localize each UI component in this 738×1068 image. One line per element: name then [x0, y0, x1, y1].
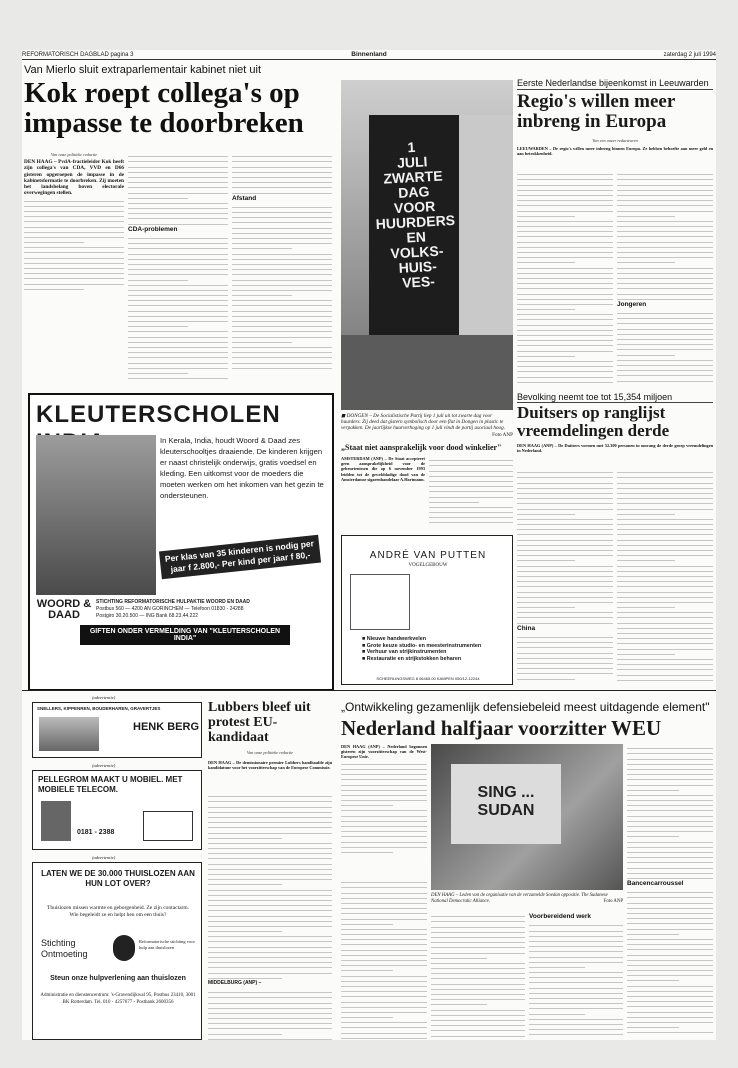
- text-line: [617, 676, 713, 681]
- children-photo: [36, 435, 156, 595]
- flat-photo: [341, 80, 513, 410]
- ad2-sub: VOGELGEBOUW: [408, 563, 448, 568]
- story6-col4: [627, 744, 713, 1040]
- ad-henk-berg: [32, 702, 202, 758]
- text-line: [341, 1034, 427, 1039]
- violin-image: [350, 574, 410, 630]
- ad3-tag: Reformatorische stichting voor hulp aan thuislozen: [139, 939, 195, 950]
- story5-sub-middelburg: MIDDELBURG (ANP) –: [208, 979, 262, 986]
- ad1-body: In Kerala, India, houdt Woord & Daad zes kleuterschooltjes draaiende. De kinderen krijgen er naast christelijk onderwijs, gratis voedsel en kleding. Een uitkomst voor de moeders die moeten werken om het inkomen van het gezin te ondersteunen.: [160, 436, 324, 500]
- story1-col2: [128, 152, 228, 390]
- sign-line: HUURDERS: [375, 211, 456, 233]
- ad2-items: [362, 636, 512, 662]
- phone-image: [41, 801, 71, 841]
- section-title: Binnenland: [351, 51, 387, 58]
- story1-sub-cda: CDA-problemen: [128, 225, 178, 233]
- henk-berg-logo: HENK BERG: [133, 721, 200, 733]
- story4-headline: Duitsers op ranglijst vreemdelingen derde: [517, 403, 670, 440]
- ad-pellegrom: [32, 770, 202, 850]
- story5-headline: Lubbers bleef uit protest EU-kandidaat: [208, 700, 311, 745]
- text-line: [429, 518, 513, 523]
- story5-byline: Van onze politieke redactie: [246, 750, 294, 755]
- ad-kleuterscholen: [28, 393, 334, 691]
- story1-col1: [24, 152, 124, 390]
- ad-label-2: (advertentie): [92, 763, 116, 768]
- ad-ontmoeting: [32, 862, 202, 1040]
- story1-headline: Kok roept collega's op impasse te doorbreken: [24, 77, 304, 139]
- text-line: [431, 1031, 525, 1036]
- story1-byline: Van onze politieke redactie: [50, 152, 98, 157]
- ad3-address: Administratie en dienstencentrum: 's-Gravendijkwal 95, Postbus 23410, 3001 BK Rotterdam. Tel. 010 - 4257677 - Postbank 2600356: [40, 993, 196, 1005]
- sudan-photo: SING ... SUDAN: [431, 744, 623, 890]
- sign-line: HUIS-: [398, 257, 438, 276]
- story2-col1: [517, 170, 613, 385]
- story3-headline: „Staat niet aansprakelijk voor dood winkelier": [341, 443, 502, 452]
- ad1-footer: GIFTEN ONDER VERMELDING VAN "KLEUTERSCHOLEN INDIA": [80, 625, 290, 645]
- ad3-body: Thuislozen missen warmte en geborgenheid. Ze zijn contactarm. Wie begeleidt ze en helpt hen om een thuis?: [46, 905, 190, 918]
- story4-lead: DEN HAAG (ANP) – De Duitsers vormen met 52.300 personen in omvang de derde groep vreemdelingen in Nederland.: [517, 443, 713, 454]
- text-line: [24, 285, 84, 290]
- sign-line: 1: [407, 138, 416, 156]
- sign-line: VOLKS-: [390, 242, 444, 262]
- ad1-address: Postbus 560 — 4200 AN GORINCHEM — Telefoon 01830 - 24288: [96, 606, 244, 612]
- story6-kicker: „Ontwikkeling gezamenlijk defensiebeleid meest uitdagende element": [341, 700, 710, 714]
- masthead: [22, 50, 716, 60]
- story1-lead: DEN HAAG – PvdA-fractieleider Kok heeft zijn collega's van CDA, VVD en D66 gisteren opgeroepen de impasse in de kabinetsformatie te doorbreken. Zij moeten het landsbelang boven electorale overwegingen stellen.: [24, 159, 124, 197]
- photo1-credit: Foto ANP: [492, 431, 513, 438]
- photo1-caption: DONGEN – De Socialistische Partij liep 1 juli uit tot zwarte dag voor huurders. Zij deed dat gistern symbolisch door een flat in Dongen in plastic te verpakken. De jaarlijkse huurverhoging op 1 juli vindt de partij asociaal hoog.: [341, 413, 506, 432]
- ad-label-1: (advertentie): [92, 695, 116, 700]
- ad1-title: KLEUTERSCHOLEN: [36, 401, 281, 428]
- photo2-caption: DEN HAAG – Leden van de organisatie van de verzamelde Soedan oppositie. The Sudanese National Democratic Alliance.: [431, 893, 608, 904]
- ontmoeting-logo: [113, 935, 135, 961]
- text-line: [208, 1035, 332, 1040]
- story1-col3: [232, 152, 332, 390]
- camera-icon: ◼: [341, 413, 346, 419]
- text-line: [517, 674, 575, 679]
- ad3-cta: Steun onze hulpverlening aan thuislozen: [50, 975, 186, 982]
- ad2-item: ■ Verhuur van strijkinstrumenten: [362, 649, 447, 656]
- ad1-foundation: STICHTING REFORMATORISCHE HULPAKTIE WOORD EN DAAD: [96, 599, 250, 605]
- text-line: [517, 618, 613, 623]
- ad1-contact: [96, 599, 326, 620]
- pellegrom-logo: [143, 811, 193, 841]
- protest-banner: [371, 138, 459, 292]
- photo2-credit: Foto ANP: [603, 898, 623, 904]
- story4-col1: [517, 468, 613, 686]
- text-line: [627, 874, 713, 879]
- story6-headline: Nederland halfjaar voorzitter WEU: [341, 716, 662, 740]
- text-line: [128, 219, 228, 224]
- ad2-footer: SCHEERLINGSWEG 8 06465.00 KAMPEN 050/12-12244: [376, 676, 480, 681]
- sign-line: VOOR: [393, 197, 436, 217]
- sign-line: ZWARTE: [383, 167, 443, 187]
- photo2-caption-block: [431, 893, 623, 905]
- text-line: [517, 378, 613, 383]
- story1-sub-afstand: Afstand: [232, 194, 257, 202]
- text-line: [208, 974, 282, 979]
- text-line: [617, 295, 713, 300]
- story4-col2: [617, 468, 713, 686]
- ad3-org: Stichting Ontmoeting: [41, 938, 88, 959]
- story2-col2: [617, 170, 713, 385]
- masthead-left: REFORMATORISCH DAGBLAD pagina 3: [22, 52, 134, 58]
- story3-lead: AMSTERDAM (ANP) – De Staat accepteert geen aansprakelijkheid voor de gebeurtenissen die op 6 november 1993 leidden tot de gewelddadige dood van de Amsterdamse sigarenhandelaar A.Hartmann.: [341, 456, 425, 482]
- story6-col1b: [341, 878, 427, 1040]
- text-line: [529, 1030, 623, 1035]
- sign-line: EN: [406, 228, 427, 246]
- story6-col3: [529, 912, 623, 1040]
- ad3-title: LATEN WE DE 30.000 THUISLOZEN AAN HUN LOT OVER?: [41, 869, 195, 888]
- story2-lead: LEEUWARDEN – De regio's willen meer inbreng binnen Europa. Ze hebben behoefte aan meer geld en aan betrokkenheid.: [517, 146, 713, 157]
- text-line: [232, 188, 332, 193]
- woord-daad-logo: WOORD & DAAD: [36, 598, 92, 621]
- story2-headline: Regio's willen meer inbreng in Europa: [517, 91, 675, 132]
- ad1-giro: Postgiro 30.20.500 — ING Bank 68.23.44.222: [96, 613, 199, 619]
- text-line: [232, 364, 332, 369]
- story4-kicker: Bevolking neemt toe tot 15,354 miljoen: [517, 392, 713, 403]
- text-line: [617, 376, 713, 381]
- text-line: [128, 374, 228, 379]
- story6-col1: [341, 744, 427, 874]
- story6-lead: DEN HAAG (ANP) – Nederland begonnen gisteren zijn voorzitterschap van de West-Europese Unie.: [341, 744, 427, 760]
- sign-line: VES-: [401, 273, 436, 291]
- ad-henk-berg-text: SNELLERS, KIPPENREN, BOUDERHAREN, GRAVERTJES: [37, 706, 161, 711]
- pellegrom-phone: 0181 - 2388: [77, 829, 115, 836]
- ad2-item: ■ Nieuwe handwerkvelen: [362, 636, 427, 642]
- story5-lead: DEN HAAG – De demissionaire premier Lubbers handhaafde zijn kandidatuur voor het voorzitterschap van de Europese Commissie.: [208, 760, 332, 771]
- text-line: [341, 848, 393, 853]
- story1-kicker: Van Mierlo sluit extraparlementair kabinet niet uit: [24, 64, 262, 76]
- ad1-price-banner: Per klas van 35 kinderen is nodig per jaar f 2.800,- Per kind per jaar f 80,-: [159, 535, 321, 580]
- tractor-image: [39, 717, 99, 751]
- photo1-caption-block: [341, 413, 513, 438]
- story6-col2: [431, 912, 525, 1040]
- ad-pellegrom-text: PELLEGROM MAAKT U MOBIEL. MET MOBIELE TELECOM.: [38, 775, 183, 794]
- newspaper-page: [22, 50, 716, 1040]
- ad-label-3: (advertentie): [92, 855, 116, 860]
- ad-andre-van-putten: [341, 535, 513, 685]
- text-line: [627, 1028, 713, 1033]
- story2-byline: Van een onzer redacteuren: [592, 138, 638, 143]
- story2-sub-jongeren: Jongeren: [617, 300, 647, 308]
- story6-sub-voorbereidend: Voorbereidend werk: [529, 913, 592, 920]
- story2-kicker: Eerste Nederlandse bijeenkomst in Leeuwarden: [517, 78, 713, 90]
- ad2-brand: ANDRÉ VAN PUTTEN: [369, 550, 487, 561]
- story3-col2: [429, 456, 513, 526]
- sign-line: DAG: [397, 183, 430, 201]
- sign-line: JULI: [396, 153, 428, 171]
- story5-col: [208, 792, 332, 1040]
- story4-sub-china: China: [517, 624, 536, 632]
- masthead-date: zaterdag 2 juli 1994: [663, 52, 716, 58]
- ad2-item: ■ Restauratie en strijkstokken beharen: [362, 655, 462, 662]
- story6-sub-bancen: Bancencarroussel: [627, 879, 684, 887]
- ad2-item: ■ Grote keuze studio- en meesterinstrumenten: [362, 642, 482, 649]
